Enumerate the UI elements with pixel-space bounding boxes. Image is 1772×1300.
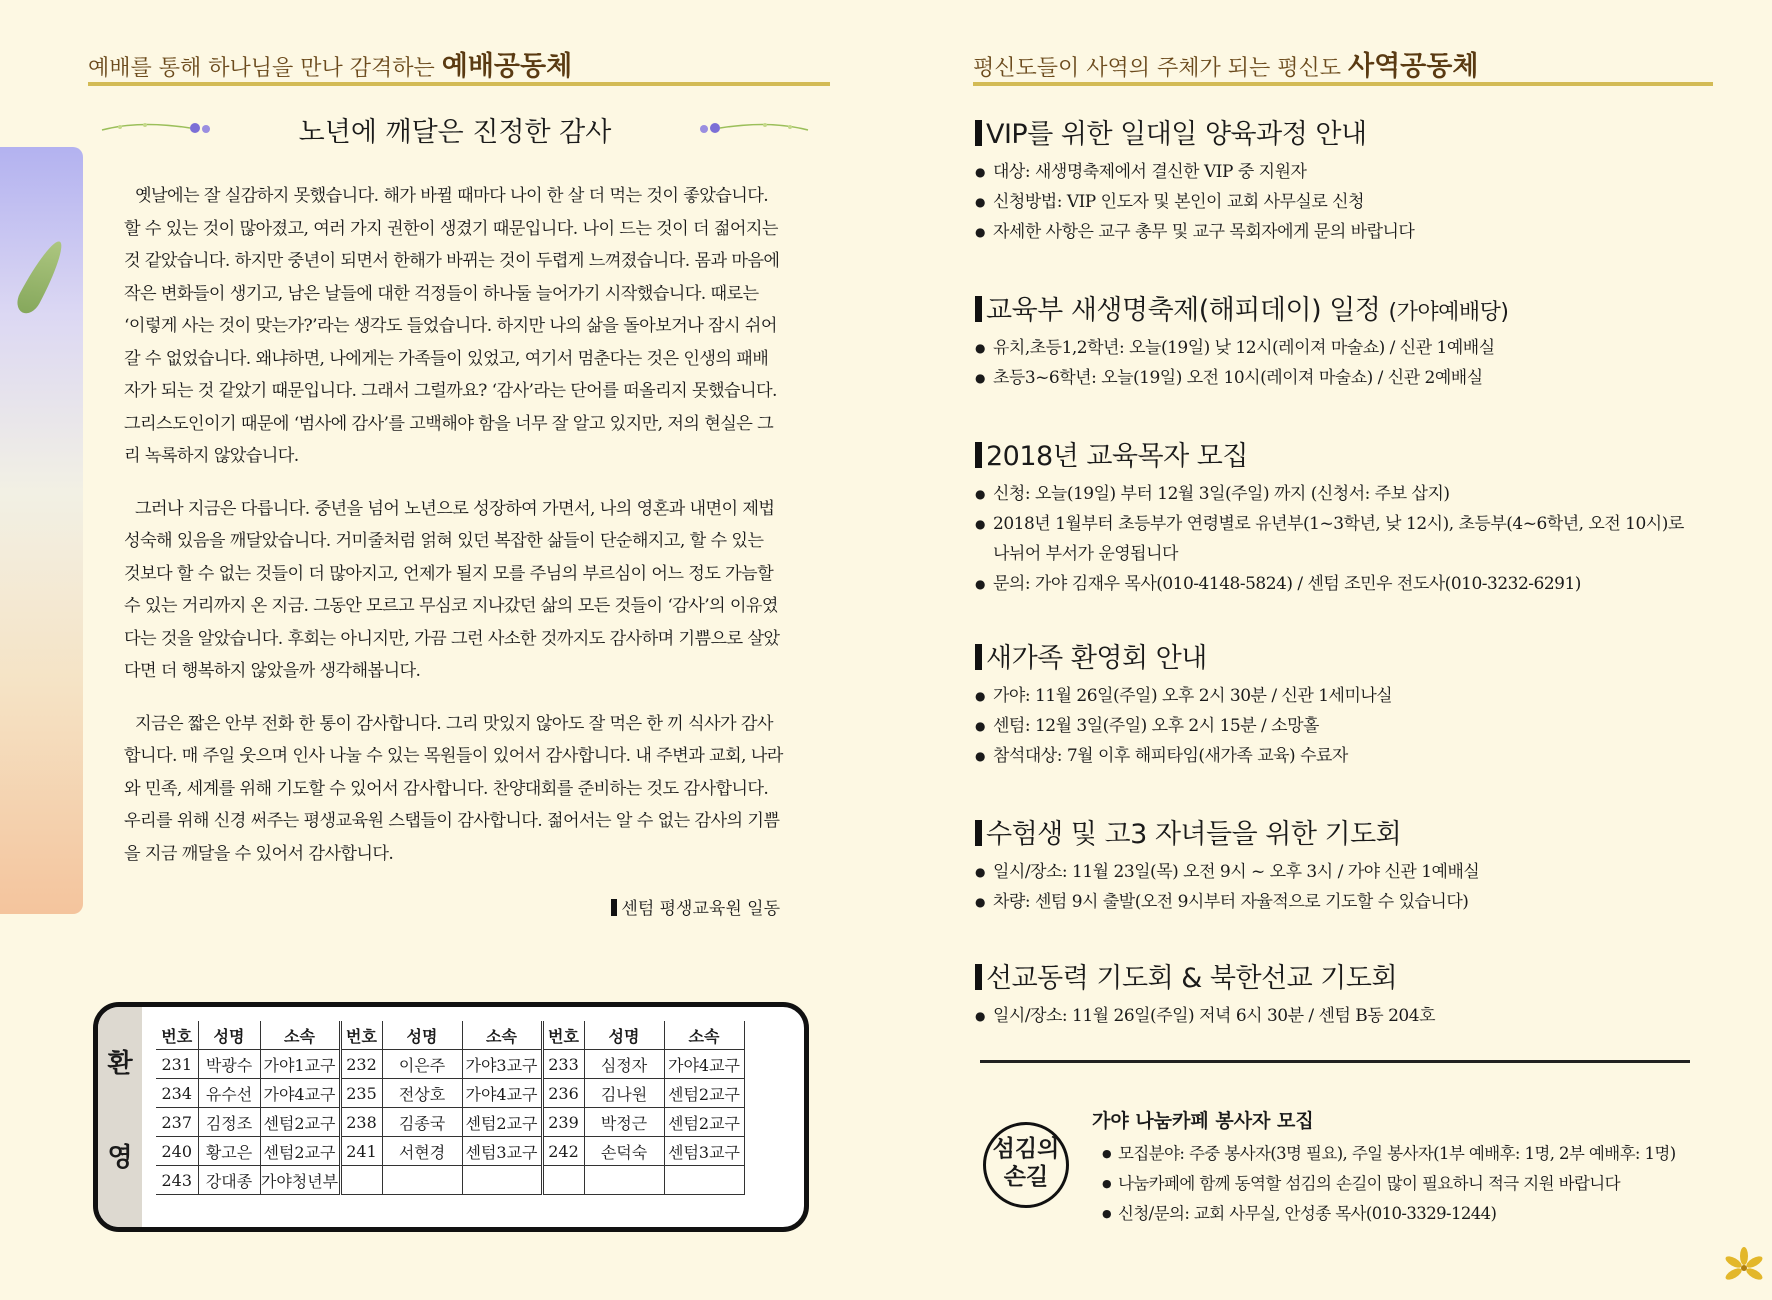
leaf-decoration (13, 237, 70, 318)
title-bar (975, 964, 982, 990)
announcement-vip (975, 112, 1695, 247)
essay-paragraph: 그러나 지금은 다릅니다. 중년을 넘어 노년으로 성장하여 가면서, 나의 영혼과 내면이 제법 성숙해 있음을 깨달았습니다. 거미줄처럼 얽혀 있던 복잡한 삶들이 단순해지고, 할 수 있는 것보다 할 수 없는 것들이 더 많아지고, 언제가 될지 모를 주님의 부르심이 어느 정도 가늠할 수 있는 거리까지 온 지금. 그동안 모르고 무심코 지나갔던 삶의 모든 것들이 ‘감사’의 이유였다는 것을 알았습니다. 후회는 아니지만, 가끔 그런 사소한 것까지도 감사하며 기쁨으로 살았다면 더 행복하지 않았을까 생각해봅니다. (124, 498, 780, 681)
announcement-title (975, 956, 1695, 995)
welcome-box (93, 1002, 809, 1232)
table-cell: 센텀2교구 (260, 1108, 340, 1137)
welcome-label-bottom: 영 (107, 1143, 133, 1173)
essay-signature (540, 894, 780, 919)
table-cell: 센텀3교구 (664, 1137, 744, 1166)
list-item: ● 신청방법: VIP 인도자 및 본인이 교회 사무실로 신청 (975, 187, 1695, 217)
announcement-title-text: 교육부 새생명축제(해피데이) 일정 (986, 295, 1381, 326)
serve-badge-line2: 손길 (1003, 1164, 1049, 1190)
table-cell: 238 (340, 1108, 382, 1137)
table-header: 번호 (542, 1021, 584, 1050)
table-cell: 243 (156, 1166, 198, 1195)
flower-sprig-icon (690, 118, 810, 138)
title-bar (975, 644, 982, 670)
announcement-title (975, 812, 1695, 851)
table-cell: 김나원 (584, 1079, 664, 1108)
table-header: 소속 (260, 1021, 340, 1050)
list-item-continued-text: 나뉘어 부서가 운영됩니다 (993, 544, 1178, 564)
serve-title: 가야 나눔카페 봉사자 모집 (1092, 1110, 1314, 1132)
table-cell: 233 (542, 1050, 584, 1079)
table-header: 번호 (340, 1021, 382, 1050)
table-cell: 유수선 (198, 1079, 260, 1108)
list-item: ● 일시/장소: 11월 26일(주일) 저녁 6시 30분 / 센텀 B동 204호 (975, 1001, 1695, 1031)
title-bar (975, 820, 982, 846)
table-cell: 강대종 (198, 1166, 260, 1195)
table-cell: 241 (340, 1137, 382, 1166)
table-header: 성명 (584, 1021, 664, 1050)
table-header: 성명 (198, 1021, 260, 1050)
table-cell: 가야3교구 (462, 1050, 542, 1079)
table-cell: 232 (340, 1050, 382, 1079)
table-header: 번호 (156, 1021, 198, 1050)
list-item: ● 참석대상: 7월 이후 해피타임(새가족 교육) 수료자 (975, 741, 1695, 771)
announcement-newcomer (975, 636, 1695, 771)
essay-title-row (100, 106, 810, 146)
table-cell (382, 1166, 462, 1195)
announcement-title (975, 112, 1695, 151)
side-decoration (0, 147, 83, 914)
table-cell: 가야4교구 (664, 1050, 744, 1079)
announcement-teacher-recruit (975, 434, 1695, 599)
list-item-continued (975, 539, 1695, 569)
table-header: 소속 (664, 1021, 744, 1050)
serve-recruit (1092, 1106, 1722, 1229)
flower-icon (1724, 1246, 1764, 1286)
welcome-table (156, 1021, 745, 1195)
section-divider (980, 1060, 1690, 1063)
table-cell: 센텀2교구 (664, 1079, 744, 1108)
table-cell: 심정자 (584, 1050, 664, 1079)
list-item: ● 차량: 센텀 9시 출발(오전 9시부터 자율적으로 기도할 수 있습니다) (975, 887, 1695, 917)
table-cell: 김정조 (198, 1108, 260, 1137)
welcome-label-tab (98, 1007, 142, 1227)
table-cell: 센텀2교구 (260, 1137, 340, 1166)
list-item: ● 초등3~6학년: 오늘(19일) 오전 10시(레이져 마술쇼) / 신관 2예배실 (975, 363, 1695, 393)
announcement-title-text: 새가족 환영회 안내 (986, 643, 1207, 674)
signature-bar (611, 899, 617, 916)
table-header-row (156, 1021, 744, 1050)
announcement-title-text: 2018년 교육목자 모집 (986, 441, 1248, 472)
table-cell: 황고은 (198, 1137, 260, 1166)
header-left (88, 44, 830, 84)
list-item: ● 유치,초등1,2학년: 오늘(19일) 낮 12시(레이져 마술쇼) / 신관 1예배실 (975, 333, 1695, 363)
list-item: ● 가야: 11월 26일(주일) 오후 2시 30분 / 신관 1세미나실 (975, 681, 1695, 711)
essay-body (124, 180, 784, 870)
list-item: ● 센텀: 12월 3일(주일) 오후 2시 15분 / 소망홀 (975, 711, 1695, 741)
table-cell (542, 1166, 584, 1195)
table-cell: 236 (542, 1079, 584, 1108)
list-item: ● 신청/문의: 교회 사무실, 안성종 목사(010-3329-1244) (1102, 1199, 1722, 1229)
header-right (973, 44, 1713, 84)
list-item: ● 문의: 가야 김재우 목사(010-4148-5824) / 센텀 조민우 전도사(010-3232-6291) (975, 569, 1695, 599)
announcement-happyday (975, 288, 1695, 393)
table-cell: 235 (340, 1079, 382, 1108)
announcement-title-text: VIP를 위한 일대일 양육과정 안내 (986, 119, 1367, 150)
header-left-prefix: 예배를 통해 하나님을 만나 감격하는 (88, 56, 435, 81)
table-cell: 박정근 (584, 1108, 664, 1137)
table-cell (340, 1166, 382, 1195)
announcement-exam-prayer (975, 812, 1695, 917)
table-cell: 김종국 (382, 1108, 462, 1137)
welcome-label-top: 환 (107, 1049, 133, 1079)
table-cell: 센텀2교구 (664, 1108, 744, 1137)
announcement-title-small: (가야예배당) (1388, 300, 1509, 325)
table-cell: 231 (156, 1050, 198, 1079)
essay-paragraph: 지금은 짧은 안부 전화 한 통이 감사합니다. 그리 맛있지 않아도 잘 먹은 한 끼 식사가 감사합니다. 매 주일 웃으며 인사 나눌 수 있는 목원들이 있어서 감사합니다. 내 주변과 교회, 나라와 민족, 세계를 위해 기도할 수 있어서 감사합니다. 찬양대회를 준비하는 것도 감사합니다. 우리를 위해 신경 써주는 평생교육원 스탭들이 감사합니다. 젊어서는 알 수 없는 감사의 기쁨을 지금 깨달을 수 있어서 감사합니다. (124, 713, 783, 864)
serve-badge (983, 1122, 1069, 1208)
announcement-title-text: 수험생 및 고3 자녀들을 위한 기도회 (986, 819, 1402, 850)
list-item: ● 2018년 1월부터 초등부가 연령별로 유년부(1~3학년, 낮 12시), 초등부(4~6학년, 오전 10시)로 (975, 509, 1695, 539)
header-right-prefix: 평신도들이 사역의 주체가 되는 평신도 (973, 56, 1342, 81)
table-cell: 이은주 (382, 1050, 462, 1079)
table-cell (584, 1166, 664, 1195)
header-right-underline (973, 82, 1713, 86)
table-cell: 240 (156, 1137, 198, 1166)
title-bar (975, 120, 982, 146)
table-cell: 박광수 (198, 1050, 260, 1079)
announcement-mission-prayer (975, 956, 1695, 1031)
table-row (156, 1050, 744, 1079)
table-cell: 가야4교구 (260, 1079, 340, 1108)
list-item: ● 나눔카페에 함께 동역할 섬김의 손길이 많이 필요하니 적극 지원 바랍니다 (1102, 1169, 1722, 1199)
table-cell: 전상호 (382, 1079, 462, 1108)
table-row (156, 1137, 744, 1166)
list-item: ● 대상: 새생명축제에서 결신한 VIP 중 지원자 (975, 157, 1695, 187)
table-row (156, 1079, 744, 1108)
list-item: ● 일시/장소: 11월 23일(목) 오전 9시 ~ 오후 3시 / 가야 신관 1예배실 (975, 857, 1695, 887)
table-cell: 가야4교구 (462, 1079, 542, 1108)
announcement-title (975, 636, 1695, 675)
table-header: 성명 (382, 1021, 462, 1050)
list-item: ● 모집분야: 주중 봉사자(3명 필요), 주일 봉사자(1부 예배후: 1명, 2부 예배후: 1명) (1102, 1139, 1722, 1169)
table-row (156, 1166, 744, 1195)
table-cell: 242 (542, 1137, 584, 1166)
announcement-title (975, 434, 1695, 473)
table-header: 소속 (462, 1021, 542, 1050)
table-cell (462, 1166, 542, 1195)
title-bar (975, 442, 982, 468)
table-row (156, 1108, 744, 1137)
table-cell (664, 1166, 744, 1195)
header-left-underline (88, 82, 830, 86)
announcement-title (975, 288, 1695, 327)
table-cell: 가야1교구 (260, 1050, 340, 1079)
header-left-highlight: 예배공동체 (441, 51, 573, 82)
essay-paragraph: 옛날에는 잘 실감하지 못했습니다. 해가 바뀔 때마다 나이 한 살 더 먹는 것이 좋았습니다. 할 수 있는 것이 많아졌고, 여러 가지 권한이 생겼기 때문입니다. 나이 드는 것이 더 젊어지는 것 같았습니다. 하지만 중년이 되면서 한해가 바뀌는 것이 두렵게 느껴졌습니다. 몸과 마음에 작은 변화들이 생기고, 남은 날들에 대한 걱정들이 하나둘 늘어가기 시작했습니다. 때로는 ‘이렇게 사는 것이 맞는가?’라는 생각도 들었습니다. 하지만 나의 삶을 돌아보거나 잠시 쉬어 갈 수 없었습니다. 왜냐하면, 나에게는 가족들이 있었고, 여기서 멈춘다는 것은 인생의 패배자가 되는 것 같았기 때문입니다. 그래서 그럴까요? ‘감사’라는 단어를 떠올리지 못했습니다. 그리스도인이기 때문에 ‘범사에 감사’를 고백해야 함을 너무 잘 알고 있지만, 저의 현실은 그리 녹록하지 않았습니다. (124, 186, 780, 466)
table-cell: 237 (156, 1108, 198, 1137)
title-bar (975, 296, 982, 322)
table-cell: 239 (542, 1108, 584, 1137)
table-cell: 손덕숙 (584, 1137, 664, 1166)
serve-badge-line1: 섬김의 (992, 1136, 1060, 1162)
announcement-title-text: 선교동력 기도회 & 북한선교 기도회 (986, 963, 1398, 994)
table-cell: 센텀2교구 (462, 1108, 542, 1137)
list-item: ● 신청: 오늘(19일) 부터 12월 3일(주일) 까지 (신청서: 주보 삽지) (975, 479, 1695, 509)
table-cell: 센텀3교구 (462, 1137, 542, 1166)
list-item: ● 자세한 사항은 교구 총무 및 교구 목회자에게 문의 바랍니다 (975, 217, 1695, 247)
signature-text: 센텀 평생교육원 일동 (621, 899, 780, 919)
table-cell: 가야청년부 (260, 1166, 340, 1195)
header-right-highlight: 사역공동체 (1348, 51, 1479, 82)
table-cell: 서현경 (382, 1137, 462, 1166)
essay-title: 노년에 깨달은 진정한 감사 (298, 117, 612, 148)
table-cell: 234 (156, 1079, 198, 1108)
